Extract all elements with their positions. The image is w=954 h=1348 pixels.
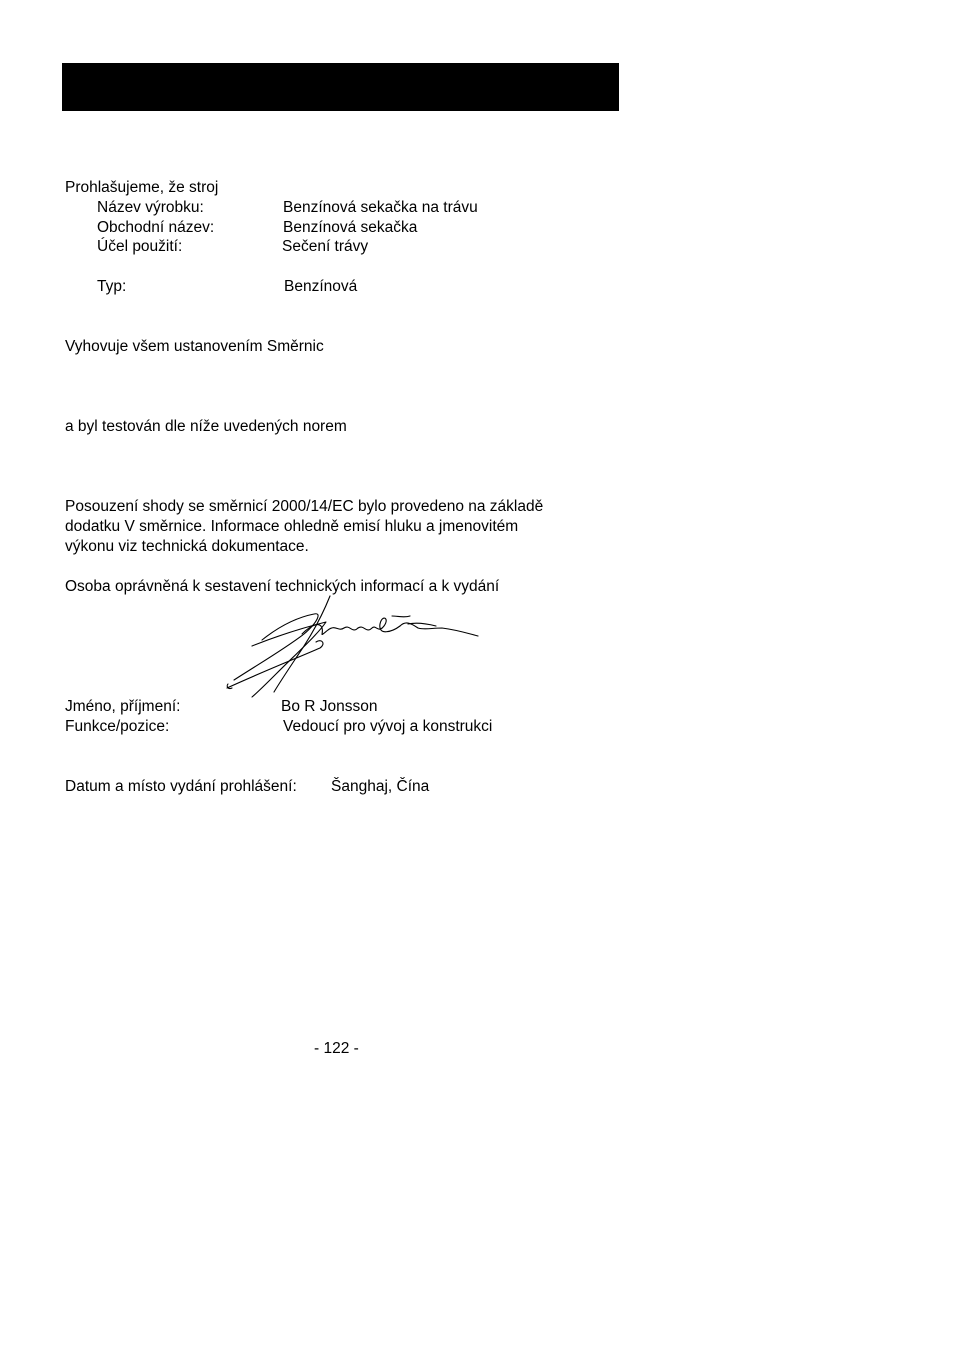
position-label: Funkce/pozice: [65,718,170,735]
trade-name-value: Benzínová sekačka [283,219,418,236]
header-bar [62,63,619,111]
type-label: Typ: [97,278,127,295]
purpose-value: Sečení trávy [282,238,369,255]
signature-image [222,594,484,698]
product-name-label: Název výrobku: [97,199,204,216]
page-number: - 122 - [314,1040,359,1057]
declaration-intro: Prohlašujeme, že stroj [65,179,219,196]
product-name-value: Benzínová sekačka na trávu [283,199,478,216]
purpose-label: Účel použití: [97,238,183,255]
directives-text: Vyhovuje všem ustanovením Směrnic [65,338,324,355]
assessment-line-2: dodatku V směrnice. Informace ohledně emisí hluku a jmenovitém [65,518,519,535]
type-value: Benzínová [284,278,358,295]
name-label: Jméno, příjmení: [65,698,181,715]
name-value: Bo R Jonsson [281,698,378,715]
assessment-line-1: Posouzení shody se směrnicí 2000/14/EC bylo provedeno na základě [65,498,544,515]
issue-date-place-label: Datum a místo vydání prohlášení: [65,778,297,795]
authorized-person-text: Osoba oprávněná k sestavení technických informací a k vydání [65,578,500,595]
standards-text: a byl testován dle níže uvedených norem [65,418,347,435]
trade-name-label: Obchodní název: [97,219,215,236]
position-value: Vedoucí pro vývoj a konstrukci [283,718,493,735]
issue-date-place-value: Šanghaj, Čína [331,778,430,795]
assessment-line-3: výkonu viz technická dokumentace. [65,538,309,555]
